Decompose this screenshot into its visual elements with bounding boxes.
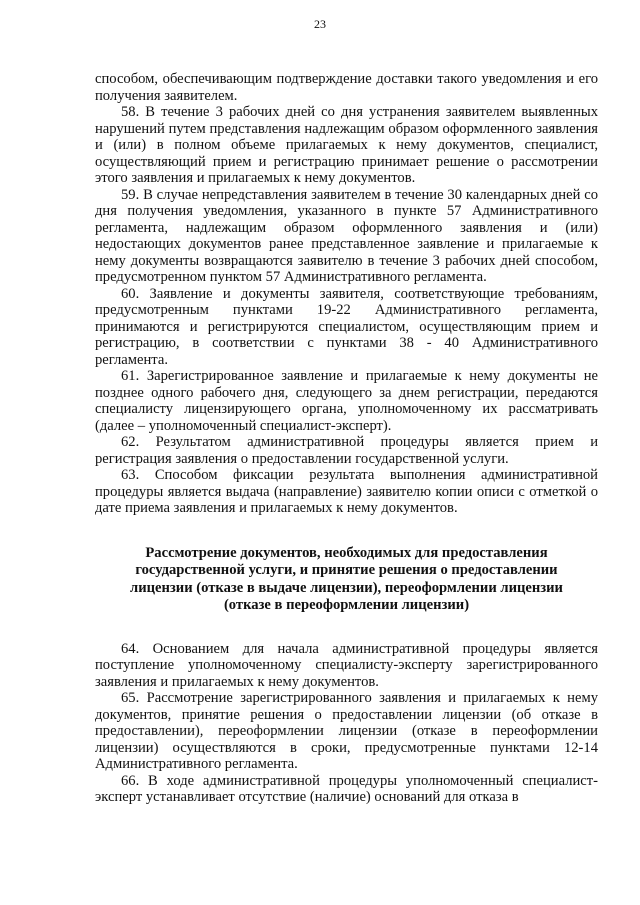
section-spacer xyxy=(95,615,598,641)
section-heading xyxy=(95,545,598,615)
paragraph-65: 65. Рассмотрение зарегистрированного заявления и прилагаемых к нему документов, принятие решения о предоставлении лицензии (об отказе в предоставлении), переоформлении лицензии (отказе в переоформлении лицензии) осуществляются в сроки, предусмотренные пунктами 12-14 Административного регламента. xyxy=(95,690,598,772)
paragraph-59: 59. В случае непредставления заявителем в течение 30 календарных дней со дня получения уведомления, указанного в пункте 57 Административного регламента, надлежащим образом оформленного заявления и (или) недостающих документов ранее представленное заявление и прилагаемые к нему документы возвращаются заявителю в течение 3 рабочих дней способом, предусмотренном пунктом 57 Административного регламента. xyxy=(95,186,598,285)
paragraphs-before-section xyxy=(95,71,598,517)
paragraphs-after-section xyxy=(95,641,598,806)
page-number: 23 xyxy=(314,17,326,31)
section-heading-line: лицензии (отказе в выдаче лицензии), переоформлении лицензии xyxy=(130,579,563,596)
document-body xyxy=(95,71,598,806)
paragraph-63: 63. Способом фиксации результата выполнения административной процедуры является выдача (направление) заявителю копии описи с отметкой о дате приема заявления и прилагаемых к нему документов. xyxy=(95,467,598,516)
paragraph-57-continuation: способом, обеспечивающим подтверждение доставки такого уведомления и его получения заявителем. xyxy=(95,71,598,104)
paragraph-61: 61. Зарегистрированное заявление и прилагаемые к нему документы не позднее одного рабочего дня, следующего за днем регистрации, передаются специалисту лицензирующего органа, уполномоченному их рассматривать (далее – уполномоченный специалист-эксперт). xyxy=(95,368,598,434)
section-heading-line: (отказе в переоформлении лицензии) xyxy=(223,597,470,613)
section-heading-line: Рассмотрение документов, необходимых для предоставления xyxy=(145,544,548,561)
paragraph-62: 62. Результатом административной процедуры является прием и регистрация заявления о предоставлении государственной услуги. xyxy=(95,434,598,467)
paragraph-66: 66. В ходе административной процедуры уполномоченный специалист-эксперт устанавливает отсутствие (наличие) оснований для отказа в xyxy=(95,772,598,805)
paragraph-64: 64. Основанием для начала административной процедуры является поступление уполномоченному специалисту-эксперту зарегистрированного заявления и прилагаемых к нему документов. xyxy=(95,640,598,690)
section-heading-line: государственной услуги, и принятие решения о предоставлении xyxy=(135,562,558,578)
paragraph-58: 58. В течение 3 рабочих дней со дня устранения заявителем выявленных нарушений путем представления надлежащим образом оформленного заявления и (или) в полном объеме прилагаемых к нему документов, специалист, осуществляющий прием и регистрацию принимает решение о рассмотрении этого заявления и прилагаемых к нему документов. xyxy=(95,104,598,186)
paragraph-60: 60. Заявление и документы заявителя, соответствующие требованиям, предусмотренным пунктами 19-22 Административного регламента, принимаются и регистрируются специалистом, осуществляющим прием и регистрацию, в соответствии с пунктами 38 - 40 Административного регламента. xyxy=(95,285,598,368)
